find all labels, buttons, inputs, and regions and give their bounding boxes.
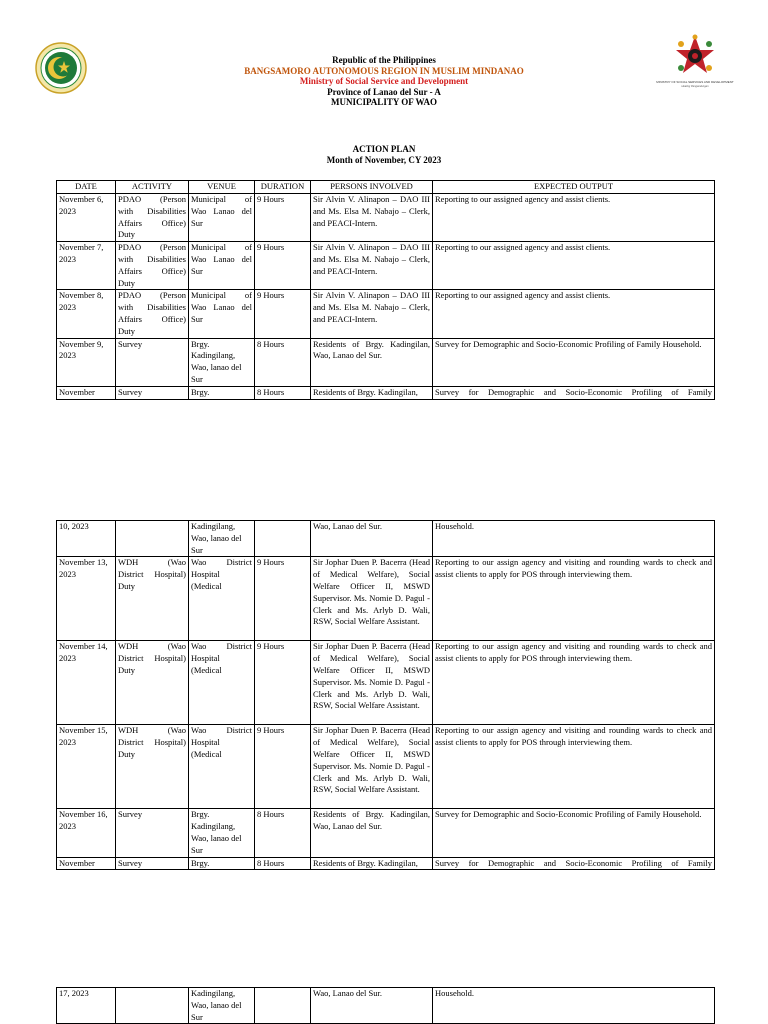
cell-date: November 14, 2023 [57,641,116,725]
cell-activity: PDAO (Person with Disabilities Affairs Office) Duty [116,290,189,338]
cell-duration: 9 Hours [255,242,311,290]
cell-output: Survey for Demographic and Socio-Economic Profiling of Family Household. [433,809,715,857]
cell-venue: Wao District Hospital (Medical [189,725,255,809]
cell-activity: Survey [116,338,189,386]
cell-venue: Wao District Hospital (Medical [189,641,255,725]
cell-activity [116,521,189,557]
cell-venue: Brgy. Kadingilang, Wao, lanao del Sur [189,809,255,857]
table-row [57,557,715,641]
document-header [0,55,768,108]
cell-activity: PDAO (Person with Disabilities Affairs Office) Duty [116,194,189,242]
col-header-persons: PERSONS INVOLVED [311,181,433,194]
table-row [57,194,715,242]
action-plan-table [56,180,715,400]
cell-persons: Sir Alvin V. Alinapon – DAO III and Ms. Elsa M. Nabajo – Clerk, and PEACI-Intern. [311,242,433,290]
cell-duration [255,988,311,1024]
cell-duration: 9 Hours [255,725,311,809]
cell-persons: Residents of Brgy. Kadingilan, Wao, Lanao del Sur. [311,809,433,857]
cell-output: Reporting to our assigned agency and assist clients. [433,290,715,338]
header-municipality: MUNICIPALITY OF WAO [330,97,437,107]
cell-activity: WDH (Wao District Hospital) Duty [116,641,189,725]
cell-activity: Survey [116,386,189,399]
header-ministry: Ministry of Social Service and Development [299,76,469,86]
header-region: BANGSAMORO AUTONOMOUS REGION IN MUSLIM MINDANAO [244,65,524,76]
table-row [57,725,715,809]
col-header-duration: DURATION [255,181,311,194]
cell-activity: Survey [116,857,189,870]
cell-date: November 6, 2023 [57,194,116,242]
action-plan-table-continued [56,520,715,870]
table-row [57,290,715,338]
table-row [57,988,715,1024]
cell-venue: Municipal of Wao Lanao del Sur [189,290,255,338]
col-header-output: EXPECTED OUTPUT [433,181,715,194]
cell-output: Reporting to our assign agency and visiting and rounding wards to check and assist clients to apply for POS through interviewing them. [433,557,715,641]
cell-venue: Wao District Hospital (Medical [189,557,255,641]
table-header-row [57,181,715,194]
cell-persons: Residents of Brgy. Kadingilan, [311,857,433,870]
cell-persons: Sir Jophar Duen P. Bacerra (Head of Medical Welfare), Social Welfare Officer II, MSWD Supervisor. Ms. Nomie D. Pagul - Clerk and Ms. Arlyb D. Wali, RSW, Social Welfare Assistant. [311,641,433,725]
right-logo-tagline: Healing Pangandungan [681,85,709,88]
cell-output: Reporting to our assigned agency and assist clients. [433,194,715,242]
table-row [57,641,715,725]
cell-date: 17, 2023 [57,988,116,1024]
table-row [57,857,715,870]
cell-venue: Brgy. Kadingilang, Wao, lanao del Sur [189,338,255,386]
cell-duration: 9 Hours [255,641,311,725]
table-row [57,338,715,386]
cell-duration: 9 Hours [255,290,311,338]
cell-persons: Wao, Lanao del Sur. [311,988,433,1024]
plan-title: ACTION PLAN [352,144,416,154]
action-plan-table-page3 [56,987,715,1024]
cell-activity: Survey [116,809,189,857]
cell-venue: Kadingilang, Wao, lanao del Sur [189,521,255,557]
cell-venue: Municipal of Wao Lanao del Sur [189,242,255,290]
header-republic: Republic of the Philippines [332,55,436,65]
col-header-activity: ACTIVITY [116,181,189,194]
cell-duration: 8 Hours [255,386,311,399]
cell-date: November 8, 2023 [57,290,116,338]
cell-activity: WDH (Wao District Hospital) Duty [116,725,189,809]
cell-output: Survey for Demographic and Socio-Economic Profiling of Family [433,857,715,870]
right-logo-caption: MINISTRY OF SOCIAL SERVICES AND DEVELOPMENT [656,80,734,84]
col-header-venue: VENUE [189,181,255,194]
cell-output: Survey for Demographic and Socio-Economic Profiling of Family Household. [433,338,715,386]
cell-output: Reporting to our assign agency and visiting and rounding wards to check and assist clients to apply for POS through interviewing them. [433,725,715,809]
cell-date: November 13, 2023 [57,557,116,641]
cell-persons: Sir Jophar Duen P. Bacerra (Head of Medical Welfare), Social Welfare Officer II, MSWD Supervisor. Ms. Nomie D. Pagul - Clerk and Ms. Arlyb D. Wali, RSW, Social Welfare Assistant. [311,557,433,641]
cell-output: Reporting to our assigned agency and assist clients. [433,242,715,290]
cell-output: Household. [433,988,715,1024]
cell-activity: PDAO (Person with Disabilities Affairs Office) Duty [116,242,189,290]
header-province: Province of Lanao del Sur - A [327,86,441,97]
cell-persons: Sir Alvin V. Alinapon – DAO III and Ms. Elsa M. Nabajo – Clerk, and PEACI-Intern. [311,194,433,242]
plan-title-block [0,144,768,166]
cell-venue: Municipal of Wao Lanao del Sur [189,194,255,242]
cell-duration: 8 Hours [255,857,311,870]
col-header-date: DATE [57,181,116,194]
cell-date: November 9, 2023 [57,338,116,386]
cell-date: November 16, 2023 [57,809,116,857]
table-row [57,809,715,857]
cell-venue: Brgy. [189,386,255,399]
table-row [57,386,715,399]
cell-date: November 7, 2023 [57,242,116,290]
cell-activity: WDH (Wao District Hospital) Duty [116,557,189,641]
cell-output: Household. [433,521,715,557]
cell-activity [116,988,189,1024]
cell-duration: 9 Hours [255,557,311,641]
cell-date: November [57,857,116,870]
cell-duration: 9 Hours [255,194,311,242]
cell-date: November 15, 2023 [57,725,116,809]
cell-persons: Sir Alvin V. Alinapon – DAO III and Ms. Elsa M. Nabajo – Clerk, and PEACI-Intern. [311,290,433,338]
table-row [57,521,715,557]
cell-duration: 8 Hours [255,338,311,386]
cell-venue: Kadingilang, Wao, lanao del Sur [189,988,255,1024]
cell-persons: Residents of Brgy. Kadingilan, Wao, Lanao del Sur. [311,338,433,386]
cell-persons: Wao, Lanao del Sur. [311,521,433,557]
cell-persons: Sir Jophar Duen P. Bacerra (Head of Medical Welfare), Social Welfare Officer II, MSWD Supervisor. Ms. Nomie D. Pagul - Clerk and Ms. Arlyb D. Wali, RSW, Social Welfare Assistant. [311,725,433,809]
cell-output: Reporting to our assign agency and visiting and rounding wards to check and assist clients to apply for POS through interviewing them. [433,641,715,725]
table-row [57,242,715,290]
plan-subtitle: Month of November, CY 2023 [326,155,442,165]
cell-duration: 8 Hours [255,809,311,857]
cell-persons: Residents of Brgy. Kadingilan, [311,386,433,399]
cell-output: Survey for Demographic and Socio-Economic Profiling of Family [433,386,715,399]
cell-venue: Brgy. [189,857,255,870]
cell-date: November [57,386,116,399]
cell-duration [255,521,311,557]
cell-date: 10, 2023 [57,521,116,557]
